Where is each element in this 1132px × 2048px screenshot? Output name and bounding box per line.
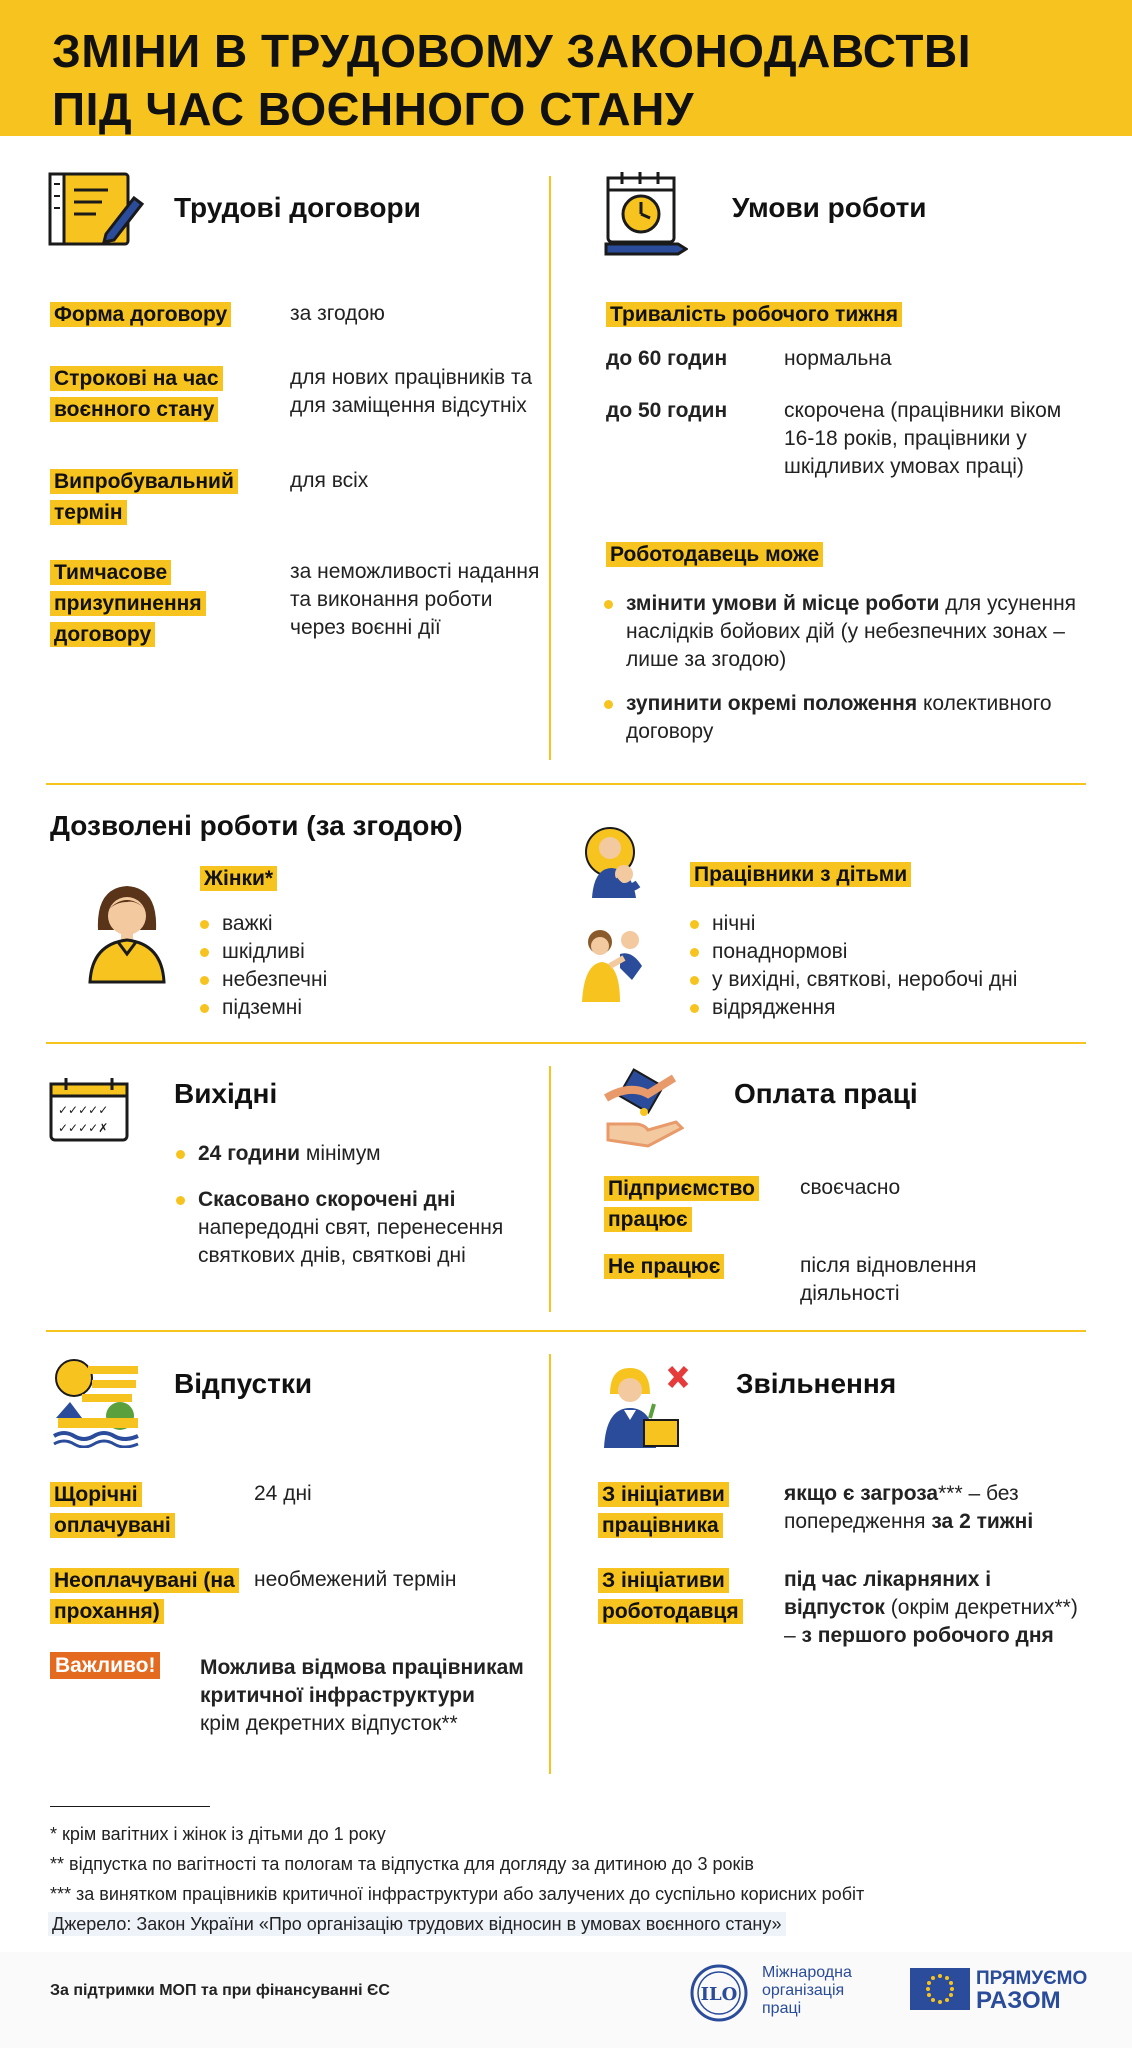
ilo-logo-text: ILO xyxy=(700,1984,738,2005)
vacation-row-value: 24 дні xyxy=(254,1482,312,1505)
divider-vertical xyxy=(549,176,551,760)
vacation-beach-icon xyxy=(52,1356,142,1448)
divider-horizontal xyxy=(46,783,1086,785)
list-item: зупинити окремі положення колективного договору xyxy=(602,690,1088,746)
list-item: у вихідні, святкові, неробочі дні xyxy=(688,966,1088,994)
employer-list xyxy=(602,590,1088,746)
divider-vertical xyxy=(549,1066,551,1312)
contract-row-value: за згодою xyxy=(290,302,385,325)
parents-list xyxy=(688,910,1088,1022)
contract-row-label: Тимчасове призупинення договору xyxy=(50,558,250,651)
title-line-1: ЗМІНИ В ТРУДОВОМУ ЗАКОНОДАВСТВІ xyxy=(52,25,971,77)
ilo-logo-icon xyxy=(684,1962,754,2024)
divider-vertical xyxy=(549,1354,551,1774)
parents-label: Працівники з дітьми xyxy=(690,860,911,889)
pay-row-label: Підприємство працює xyxy=(604,1174,784,1236)
svg-text:✓✓✓✓✓: ✓✓✓✓✓ xyxy=(58,1103,109,1117)
list-item: 24 години мінімум xyxy=(174,1140,534,1168)
footnote-rule xyxy=(50,1806,210,1807)
mother-child-icon xyxy=(580,824,648,906)
list-item: важкі xyxy=(198,910,398,938)
contract-row-label: Випробувальний термін xyxy=(50,467,270,529)
header-banner xyxy=(0,0,1132,136)
list-item: змінити умови й місце роботи для усунення наслідків бойових дій (у небезпечних зонах – лише за згодою) xyxy=(602,590,1088,674)
title-line-2: ПІД ЧАС ВОЄННОГО СТАНУ xyxy=(52,83,694,135)
footnote: * крім вагітних і жінок із дітьми до 1 року xyxy=(50,1824,386,1844)
hours-60: до 60 годин xyxy=(606,347,728,370)
list-item: відрядження xyxy=(688,994,1088,1022)
pay-row-value: своєчасно xyxy=(800,1176,901,1199)
divider-horizontal xyxy=(46,1042,1086,1044)
pay-row-value: після відновлення діяльності xyxy=(800,1254,977,1305)
svg-text:✓✓✓✓✗: ✓✓✓✓✗ xyxy=(58,1121,109,1135)
contract-pen-icon xyxy=(48,172,144,248)
contract-row-label: Строкові на час воєнного стану xyxy=(50,364,260,426)
vacations-heading: Відпустки xyxy=(174,1368,313,1399)
support-text: За підтримки МОП та при фінансуванні ЄС xyxy=(50,1982,390,1999)
divider-horizontal xyxy=(46,1330,1086,1332)
contract-row-label: Форма договору xyxy=(50,300,260,329)
contracts-heading: Трудові договори xyxy=(174,192,421,223)
pay-row-label: Не працює xyxy=(604,1252,724,1281)
women-label: Жінки* xyxy=(200,864,277,893)
calendar-clock-icon xyxy=(604,170,688,256)
women-list xyxy=(198,910,398,1022)
conditions-heading: Умови роботи xyxy=(732,192,927,223)
dismissal-row-value: під час лікарняних і відпусток (окрім декретних**) – з першого робочого дня xyxy=(784,1568,1078,1647)
list-item: понаднормові xyxy=(688,938,1088,966)
list-item: небезпечні xyxy=(198,966,398,994)
footnote: ** відпустка по вагітності та пологам та відпустка для догляду за дитиною до 3 років xyxy=(50,1854,754,1874)
footnote: *** за винятком працівників критичної інфраструктури або залучених до суспільно корисних робіт xyxy=(50,1884,865,1904)
hours-50: до 50 годин xyxy=(606,399,728,422)
dismissal-row-value: якщо є загроза*** – без попередження за 2 тижні xyxy=(784,1482,1034,1533)
week-duration-label: Тривалість робочого тижня xyxy=(606,300,902,329)
vacation-row-value: необмежений термін xyxy=(254,1568,457,1591)
list-item: шкідливі xyxy=(198,938,398,966)
list-item: нічні xyxy=(688,910,1088,938)
allowed-heading: Дозволені роботи (за згодою) xyxy=(50,810,463,841)
dismissal-heading: Звільнення xyxy=(736,1368,897,1399)
hours-50-desc: скорочена (працівники віком 16-18 років, працівники у шкідливих умовах праці) xyxy=(784,399,1062,478)
payment-hands-icon xyxy=(604,1068,684,1150)
employer-can-label: Роботодавець може xyxy=(606,540,823,569)
contract-row-value: для нових працівників та для заміщення відсутніх xyxy=(290,366,533,417)
weekends-list xyxy=(174,1140,534,1270)
important-text: Можлива відмова працівникам критичної інфраструктури крім декретних відпусток** xyxy=(200,1656,524,1735)
parent-child-icon xyxy=(580,924,648,1004)
woman-icon xyxy=(86,880,168,984)
vacation-row-label: Неоплачувані (на прохання) xyxy=(50,1566,240,1628)
weekends-heading: Вихідні xyxy=(174,1078,278,1109)
source-note: Джерело: Закон України «Про організацію трудових відносин в умовах воєнного стану» xyxy=(48,1914,786,1935)
ilo-name: Міжнародна організація праці xyxy=(762,1964,852,2017)
eu-slogan: ПРЯМУЄМО РАЗОМ xyxy=(976,1968,1088,2014)
dismissal-row-label: З ініціативи роботодавця xyxy=(598,1566,768,1628)
contract-row-value: для всіх xyxy=(290,469,369,492)
dismissal-worker-icon xyxy=(598,1364,694,1450)
important-label: Важливо! xyxy=(50,1654,160,1678)
dismissal-row-label: З ініціативи працівника xyxy=(598,1480,758,1542)
eu-flag-icon xyxy=(910,1968,970,2010)
hours-60-desc: нормальна xyxy=(784,347,892,370)
list-item: підземні xyxy=(198,994,398,1022)
calendar-checklist-icon xyxy=(48,1076,130,1144)
pay-heading: Оплата праці xyxy=(734,1078,918,1109)
contract-row-value: за неможливості надання та виконання роботи через воєнні дії xyxy=(290,560,540,639)
vacation-row-label: Щорічні оплачувані xyxy=(50,1480,200,1542)
list-item: Скасовано скорочені дні напередодні свят, перенесення святкових днів, святкові дні xyxy=(174,1186,534,1270)
